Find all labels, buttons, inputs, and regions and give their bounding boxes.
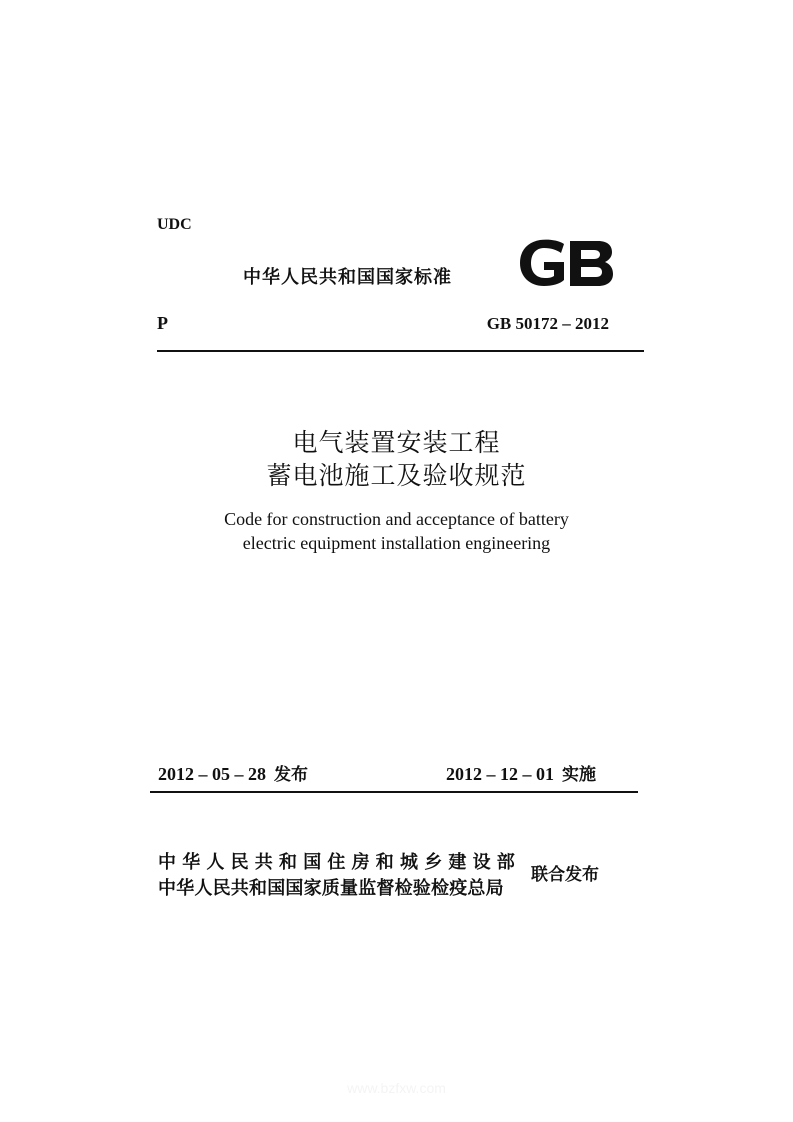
header-divider [157, 350, 644, 352]
title-english-line2: electric equipment installation engineering [242, 533, 551, 553]
issue-label: 发布 [274, 765, 308, 785]
joint-issue-label: 联合发布 [531, 865, 599, 885]
classification-code: P [157, 313, 168, 333]
watermark: www.bzfxw.com [347, 1080, 446, 1096]
effective-date-block [446, 760, 596, 785]
standard-number: GB 50172 – 2012 [486, 314, 609, 333]
footer-divider [150, 791, 638, 793]
issuer-ministry: 中华人民共和国住房和城乡建设部 [158, 852, 521, 873]
effective-date: 2012 – 12 – 01 [446, 764, 554, 784]
issue-date: 2012 – 05 – 28 [158, 764, 266, 784]
title-english-line1: Code for construction and acceptance of battery [224, 509, 569, 529]
effective-label: 实施 [562, 765, 596, 785]
title-chinese-line1: 电气装置安装工程 [292, 428, 501, 457]
issuer-aqsiq: 中华人民共和国国家质量监督检验检疫总局 [158, 878, 504, 899]
national-standard-label: 中华人民共和国国家标准 [243, 267, 452, 288]
issue-date-block [158, 760, 308, 785]
gb-logo [518, 238, 614, 288]
udc-label: UDC [157, 216, 192, 233]
title-chinese-line2: 蓄电池施工及验收规范 [266, 461, 527, 490]
